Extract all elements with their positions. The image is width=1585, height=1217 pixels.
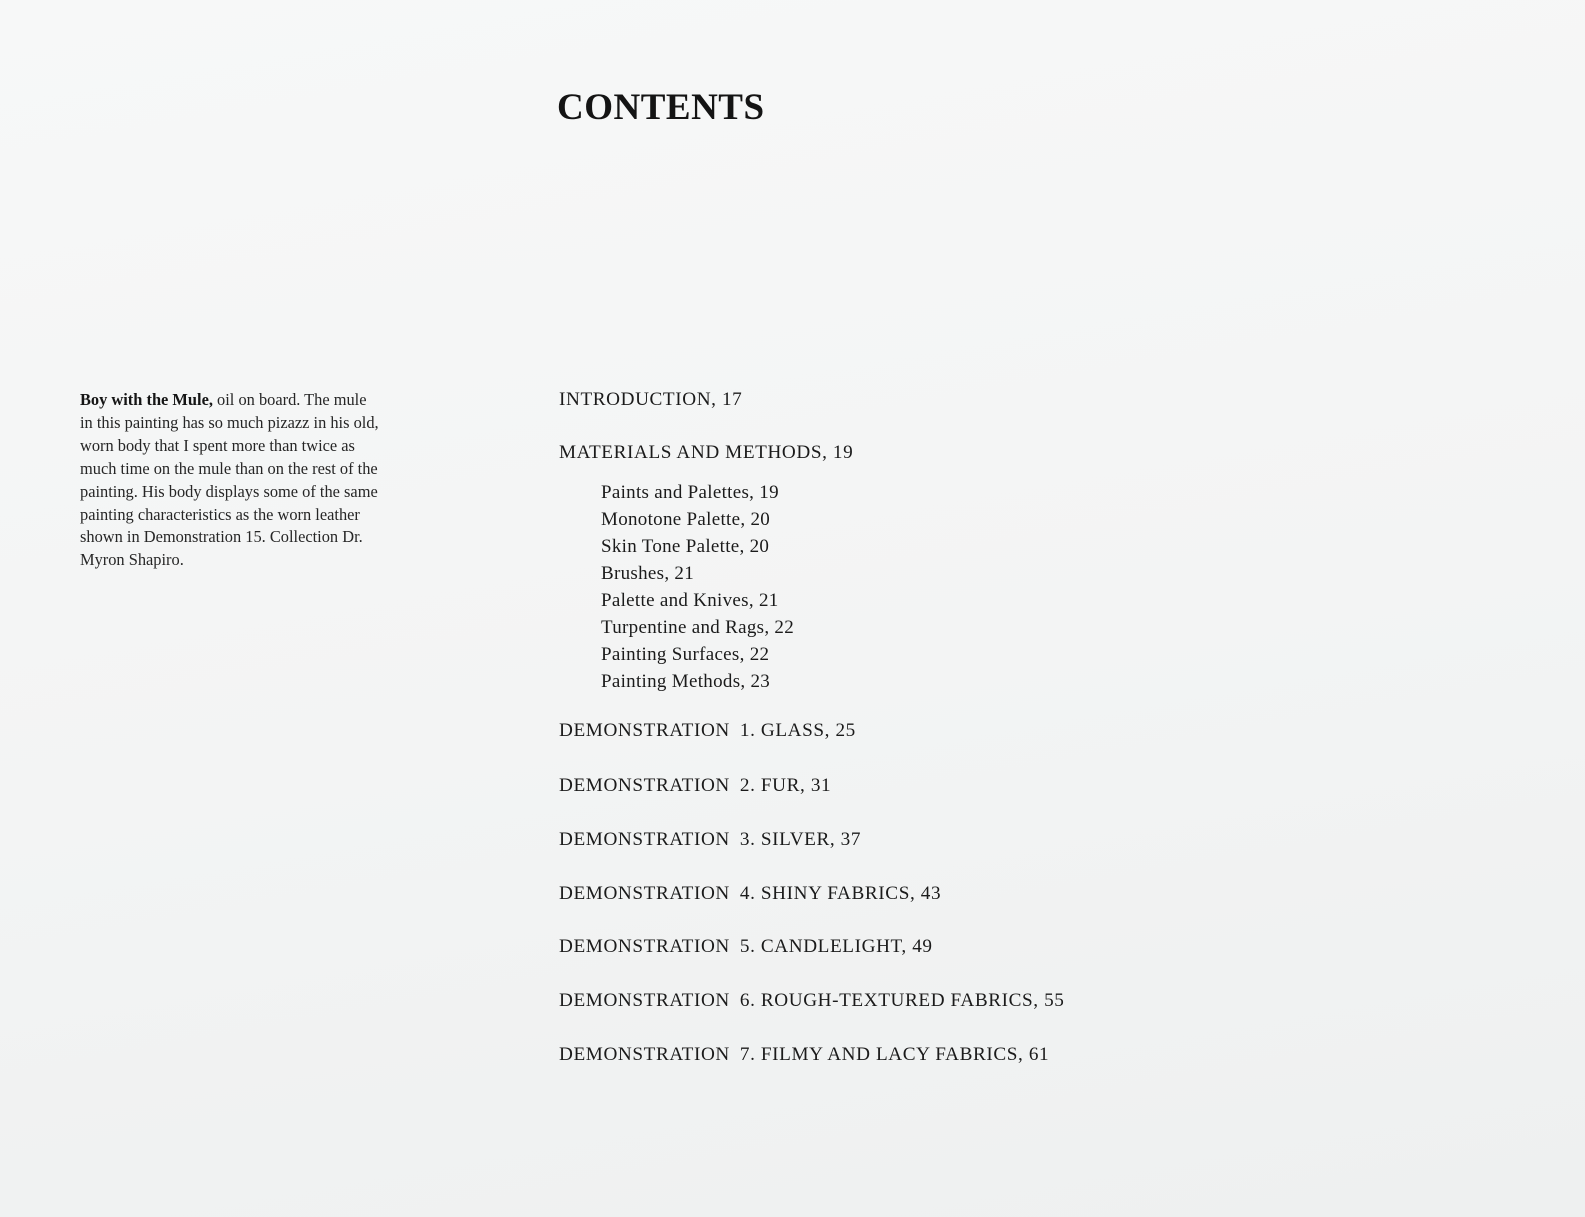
toc-entry-demonstration-6[interactable] — [559, 989, 1065, 1012]
demonstration-label: DEMONSTRATION — [559, 829, 730, 850]
painting-caption — [80, 389, 380, 572]
toc-entry-materials-and-methods[interactable]: MATERIALS AND METHODS, 19 — [559, 442, 854, 463]
demonstration-label: DEMONSTRATION — [559, 720, 730, 741]
demonstration-label: DEMONSTRATION — [559, 990, 730, 1011]
demonstration-label: DEMONSTRATION — [559, 1044, 730, 1065]
toc-subentry[interactable]: Palette and Knives, 21 — [601, 590, 779, 611]
demonstration-title: 6. ROUGH-TEXTURED FABRICS, 55 — [739, 990, 1065, 1011]
demonstration-title: 7. FILMY AND LACY FABRICS, 61 — [739, 1044, 1050, 1065]
toc-entry-demonstration-7[interactable] — [559, 1043, 1049, 1066]
toc-entry-demonstration-5[interactable] — [559, 935, 933, 958]
page-title: CONTENTS — [557, 87, 765, 128]
toc-entry-demonstration-1[interactable] — [559, 719, 856, 742]
toc-entry-introduction[interactable]: INTRODUCTION, 17 — [559, 389, 743, 410]
toc-entry-demonstration-3[interactable] — [559, 828, 861, 851]
toc-subentry[interactable]: Painting Surfaces, 22 — [601, 644, 770, 665]
demonstration-title: 4. SHINY FABRICS, 43 — [739, 883, 942, 904]
toc-subentry[interactable]: Painting Methods, 23 — [601, 671, 771, 692]
toc-subentry[interactable]: Brushes, 21 — [601, 563, 695, 584]
caption-text: oil on board. The mule in this painting has so much pizazz in his old, worn body that I spent more than twice as much time on the mule than on the rest of the painting. His body displays some of the same painting characteristics as the worn leather shown in Demonstration 15. Collection Dr. Myron Shapiro. — [80, 390, 379, 570]
toc-subentry[interactable]: Turpentine and Rags, 22 — [601, 617, 795, 638]
toc-subentry[interactable]: Paints and Palettes, 19 — [601, 482, 779, 503]
demonstration-label: DEMONSTRATION — [559, 936, 730, 957]
caption-painting-title: Boy with the Mule, — [80, 390, 213, 409]
demonstration-label: DEMONSTRATION — [559, 883, 730, 904]
toc-entry-demonstration-2[interactable] — [559, 774, 831, 797]
toc-entry-demonstration-4[interactable] — [559, 882, 941, 905]
toc-subentry[interactable]: Skin Tone Palette, 20 — [601, 536, 770, 557]
demonstration-title: 1. GLASS, 25 — [739, 720, 856, 741]
demonstration-label: DEMONSTRATION — [559, 775, 730, 796]
demonstration-title: 5. CANDLELIGHT, 49 — [739, 936, 933, 957]
demonstration-title: 2. FUR, 31 — [739, 775, 832, 796]
demonstration-title: 3. SILVER, 37 — [739, 829, 862, 850]
toc-subentry[interactable]: Monotone Palette, 20 — [601, 509, 771, 530]
